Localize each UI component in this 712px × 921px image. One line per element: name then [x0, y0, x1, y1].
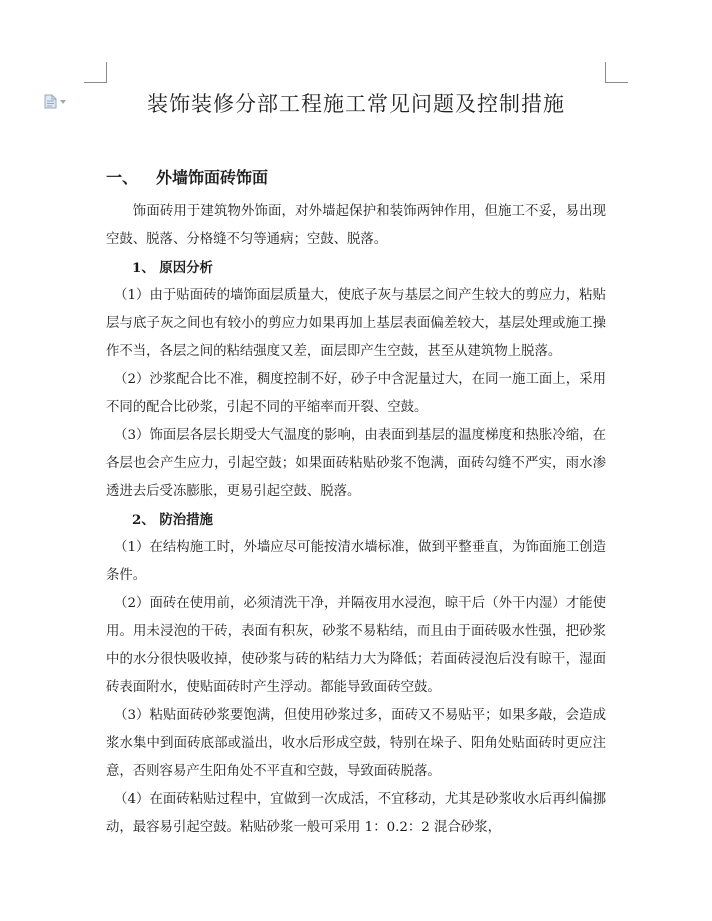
cause-paragraph-3: （3）饰面层各层长期受大气温度的影响，由表面到基层的温度梯度和热胀冷缩，在各层也会产生应力，引起空鼓；如果面砖粘贴砂浆不饱满，面砖勾缝不严实，雨水渗透进去后受冻膨胀，更易引起空鼓、脱落。 [106, 428, 606, 499]
section-number: 一、 [106, 168, 139, 187]
document-options-button[interactable] [44, 94, 66, 109]
cause-paragraph-2: （2）沙浆配合比不准，稠度控制不好，砂子中含泥量过大，在同一施工面上，采用不同的配合比砂浆，引起不同的平缩率而开裂、空鼓。 [106, 372, 606, 415]
cause-paragraph-1: （1）由于贴面砖的墙饰面层质量大，使底子灰与基层之间产生较大的剪应力，粘贴层与底子灰之间也有较小的剪应力如果再加上基层表面偏差较大，基层处理或施工操作不当，各层之间的粘结强度又差，面层即产生空鼓，甚至从建筑物上脱落。 [106, 288, 606, 359]
crop-mark-top-left [84, 62, 107, 83]
section-heading [106, 165, 268, 188]
intro-paragraph: 饰面砖用于建筑物外饰面，对外墙起保护和装饰两钟作用，但施工不妥，易出现空鼓、脱落、分格缝不匀等通病；空鼓、脱落。 [106, 204, 606, 247]
measure-paragraph-2: （2）面砖在使用前，必须清洗干净，并隔夜用水浸泡，晾干后（外干内湿）才能使用。用未浸泡的干砖，表面有积灰，砂浆不易粘结，而且由于面砖吸水性强，把砂浆中的水分很快吸收掉，使砂浆与砖的粘结力大为降低；若面砖浸泡后没有晾干，湿面砖表面附水，使贴面砖时产生浮动。都能导致面砖空鼓。 [106, 596, 606, 695]
document-icon [44, 94, 57, 109]
chevron-down-icon [60, 100, 66, 104]
document-body [106, 198, 606, 842]
measure-paragraph-1: （1）在结构施工时，外墙应尽可能按清水墙标准，做到平整垂直，为饰面施工创造条件。 [106, 540, 606, 583]
section-heading-text: 外墙饰面砖饰面 [156, 168, 269, 187]
measure-paragraph-3: （3）粘贴面砖砂浆要饱满，但使用砂浆过多，面砖又不易贴平；如果多敲，会造成浆水集中到面砖底部或溢出，收水后形成空鼓，特别在垛子、阳角处贴面砖时更应注意，否则容易产生阳角处不平直和空鼓，导致面砖脱落。 [106, 708, 606, 779]
subheading-cause-analysis: 1、 原因分析 [132, 260, 213, 276]
measure-paragraph-4: （4）在面砖粘贴过程中，宜做到一次成活，不宜移动，尤其是砂浆收水后再纠偏挪动，最容易引起空鼓。粘贴砂浆一般可采用 1：0.2：2 混合砂浆， [106, 792, 606, 835]
subheading-prevention-measures: 2、 防治措施 [132, 512, 213, 528]
crop-mark-top-right [605, 62, 628, 83]
document-title: 装饰装修分部工程施工常见问题及控制措施 [147, 92, 565, 116]
